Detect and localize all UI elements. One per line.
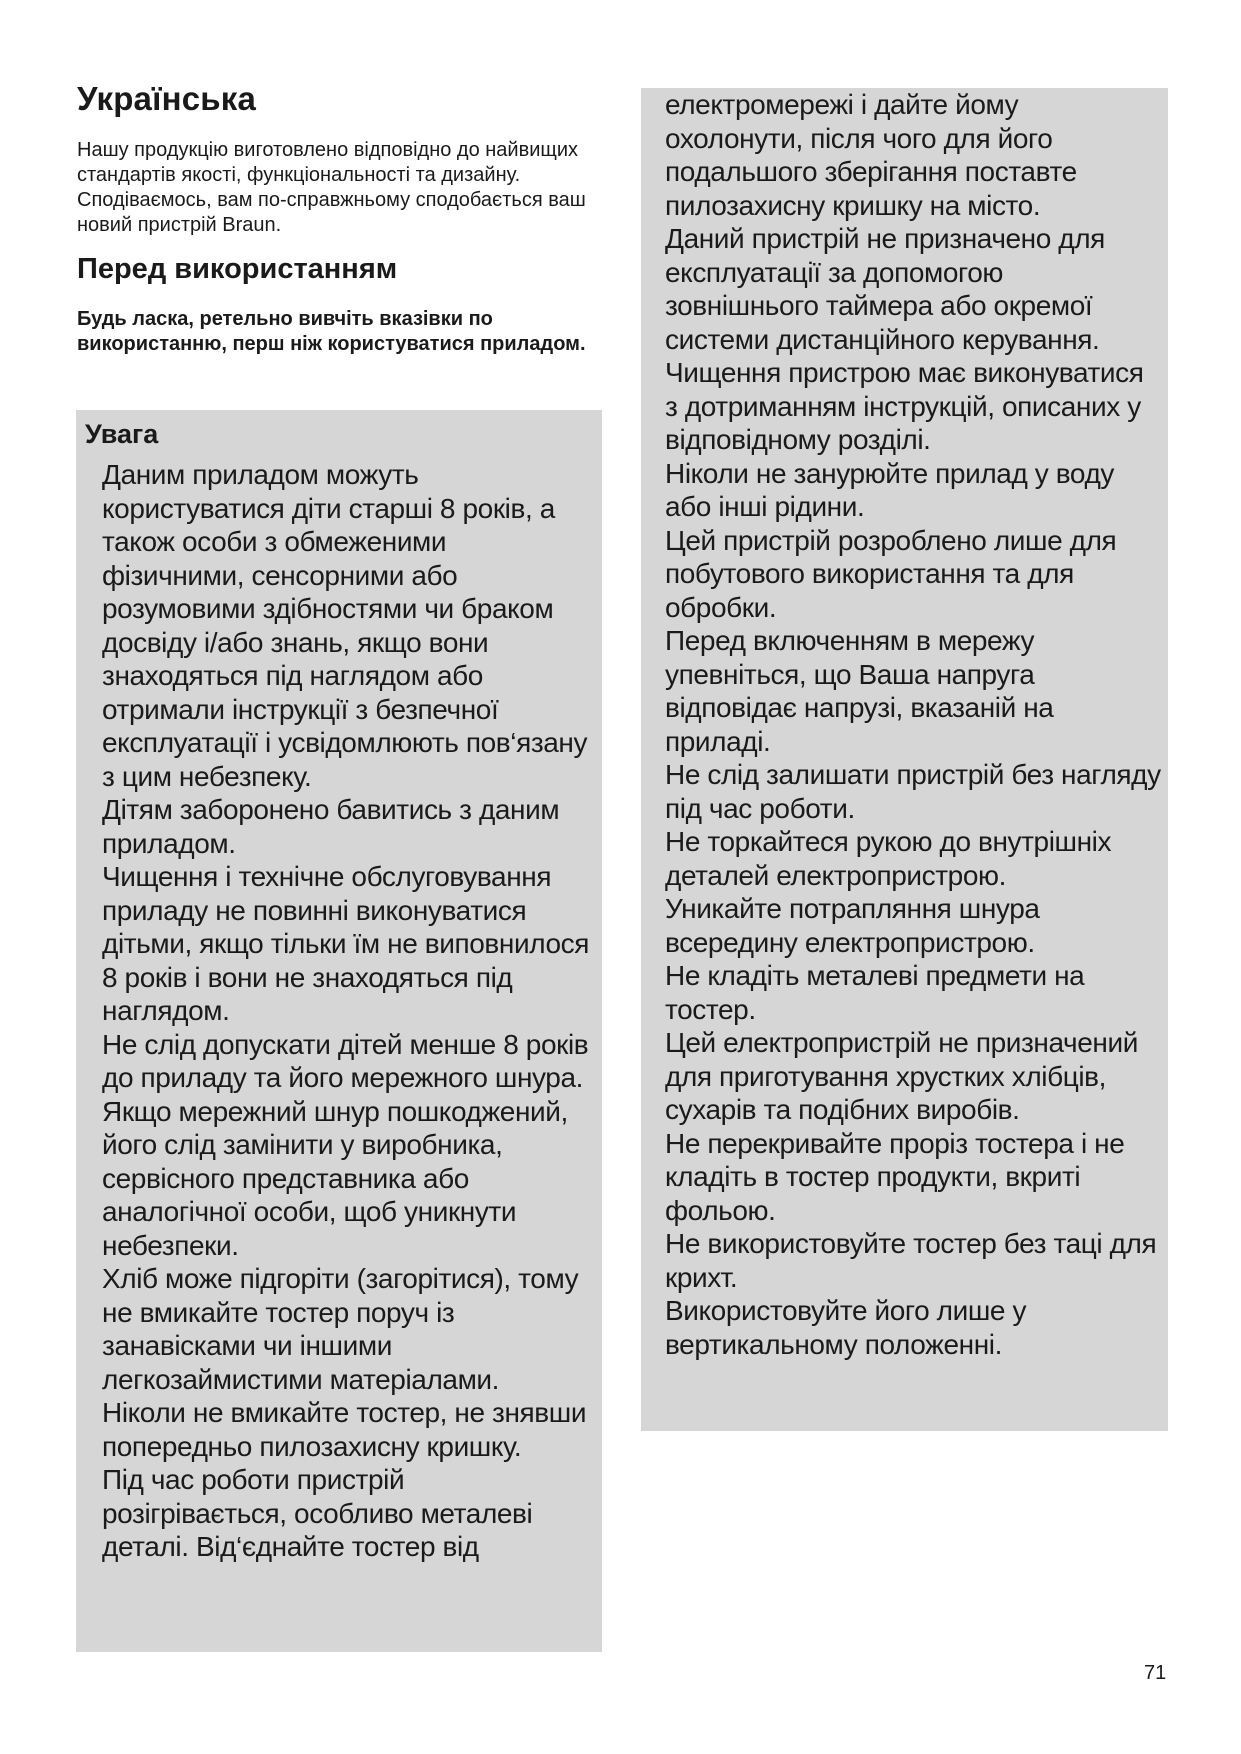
warning-item: Ніколи не занурюйте прилад у воду або інші рідини. xyxy=(665,457,1115,522)
warning-item: Ніколи не вмикайте тостер, не знявши попередньо пилозахисну кришку. xyxy=(102,1397,587,1462)
warning-item: Чищення і технічне обслуговування приладу не повинні виконуватися дітьми, якщо тільки їм не виповнилося 8 років і вони не знаходяться під наглядом. xyxy=(102,861,589,1026)
warning-item: Перед включенням в мережу упевніться, що Ваша напруга відповідає напрузі, вказаній на приладі. xyxy=(665,625,1054,757)
warning-item: Не кладіть металеві предмети на тостер. xyxy=(665,960,1085,1025)
warning-list-left xyxy=(102,458,594,1564)
warning-item: Якщо мережний шнур пошкоджений, його слід замінити у виробника, сервісного представника або аналогічної особи, щоб уникнути небезпеки. xyxy=(102,1095,568,1261)
warning-item: Чищення пристрою має виконуватися з дотриманням інструкцій, описаних у відповідному розділі. xyxy=(665,357,1144,455)
page-number: 71 xyxy=(1144,1662,1167,1684)
warning-item: Дітям заборонено бавитись з даним приладом. xyxy=(102,794,560,859)
warning-item: Не використовуйте тостер без таці для крихт. xyxy=(665,1228,1157,1293)
warning-box-right xyxy=(641,88,1168,1431)
warning-item: Під час роботи пристрій розігрівається, особливо металеві деталі. Від‘єднайте тостер від xyxy=(102,1464,533,1562)
warning-heading: Увага xyxy=(85,419,159,449)
instructions-paragraph: Будь ласка, ретельно вивчіть вказівки по використанню, перш ніж користуватися приладом. xyxy=(77,308,586,355)
warning-item: Даним приладом можуть користуватися діти старші 8 років, а також особи з обмеженими фізичними, сенсорними або розумовими здібностями чи браком досвіду і/або знань, якщо вони знаходяться під наглядом або отримали інструкції з безпечної експлуатації і усвідомлюють пов‘язану з цим небезпеку. xyxy=(102,459,588,792)
warning-box-left xyxy=(76,410,602,1652)
warning-list-right xyxy=(665,88,1162,1361)
intro-paragraph: Нашу продукцію виготовлено відповідно до найвищих стандартів якості, функціональності та дизайну. Сподіваємось, вам по-справжньому сподобається ваш новий пристрій Braun. xyxy=(77,139,586,236)
warning-item: Не торкайтеся рукою до внутрішніх деталей електропристрою. xyxy=(665,826,1112,891)
warning-item: Не слід залишати пристрій без нагляду під час роботи. xyxy=(665,759,1161,824)
language-heading: Українська xyxy=(77,80,257,117)
warning-item: Уникайте потрапляння шнура всередину електропристрою. xyxy=(665,893,1040,958)
warning-item: Хліб може підгоріти (загорітися), тому не вмикайте тостер поруч із занавісками чи іншими легкозаймистими матеріалами. xyxy=(102,1263,579,1395)
before-use-heading: Перед використанням xyxy=(77,253,398,285)
warning-item: Не слід допускати дітей менше 8 років до приладу та його мережного шнура. xyxy=(102,1028,589,1093)
warning-item: Використовуйте його лише у вертикальному положенні. xyxy=(665,1295,1027,1360)
warning-item: електромережі і дайте йому охолонути, після чого для його подальшого зберігання поставте пилозахисну кришку на місто. xyxy=(665,89,1077,221)
warning-item: Даний пристрій не призначено для експлуатації за допомогою зовнішнього таймера або окремої системи дистанційного керування. xyxy=(665,223,1105,355)
warning-item: Цей електропристрій не призначений для приготування хрустких хлібців, сухарів та подібних виробів. xyxy=(665,1027,1138,1125)
warning-item: Не перекривайте проріз тостера і не кладіть в тостер продукти, вкриті фольою. xyxy=(665,1127,1125,1226)
warning-item: Цей пристрій розроблено лише для побутового використання та для обробки. xyxy=(665,524,1117,623)
